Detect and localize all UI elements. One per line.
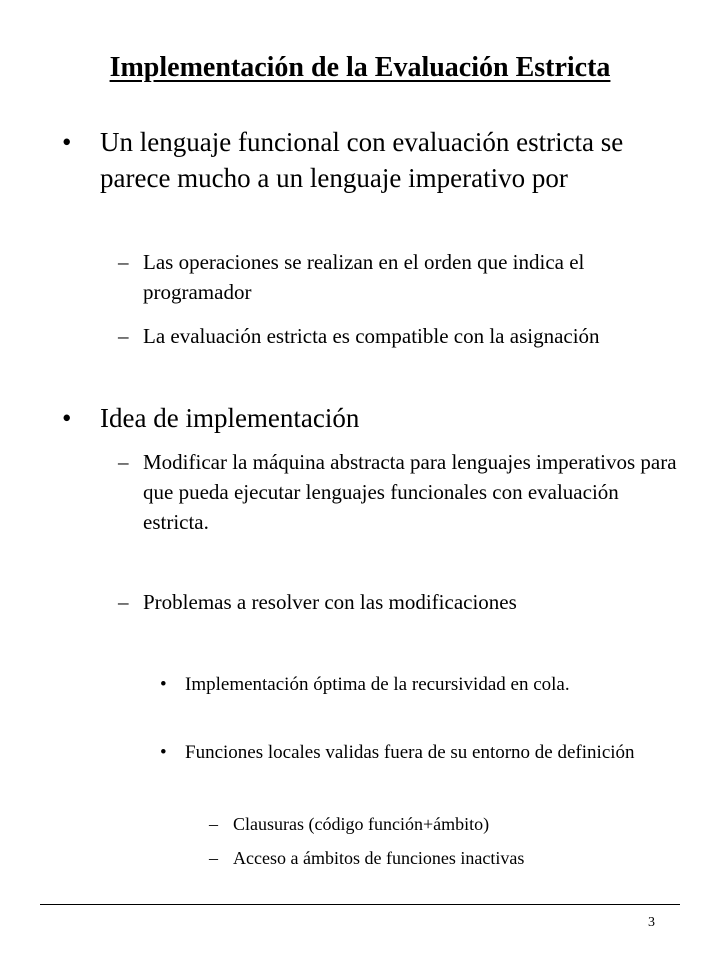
footer-divider: [40, 904, 680, 905]
bullet-marker: •: [62, 403, 72, 433]
subitem-text: Modificar la máquina abstracta para lenguajes imperativos para que pueda ejecutar lenguajes funcionales con evaluación estricta.: [143, 450, 677, 534]
subsubitem-text: Funciones locales validas fuera de su entorno de definición: [185, 742, 635, 763]
dash-marker: –: [209, 814, 218, 834]
level4-text: Acceso a ámbitos de funciones inactivas: [233, 848, 525, 868]
dash-marker: –: [118, 324, 129, 348]
dash-marker: –: [209, 848, 218, 868]
subsubitem-text: Implementación óptima de la recursividad en cola.: [185, 674, 570, 695]
slide-title: Implementación de la Evaluación Estricta: [109, 52, 611, 83]
dash-marker: –: [118, 590, 129, 614]
bullet-text: Idea de implementación: [100, 403, 360, 433]
page-number: 3: [648, 915, 655, 930]
dash-marker: –: [118, 450, 129, 474]
bullet-marker: •: [160, 742, 167, 763]
subitem-text: Las operaciones se realizan en el orden que indica el programador: [143, 250, 585, 304]
bullet-marker: •: [160, 674, 167, 695]
subitem-text: Problemas a resolver con las modificaciones: [143, 590, 517, 614]
level4-text: Clausuras (código función+ámbito): [233, 814, 490, 834]
dash-marker: –: [118, 250, 129, 274]
subitem-text: La evaluación estricta es compatible con la asignación: [143, 324, 600, 348]
bullet-text: Un lenguaje funcional con evaluación estricta se parece mucho a un lenguaje imperativo por: [100, 127, 624, 193]
bullet-marker: •: [62, 127, 72, 157]
